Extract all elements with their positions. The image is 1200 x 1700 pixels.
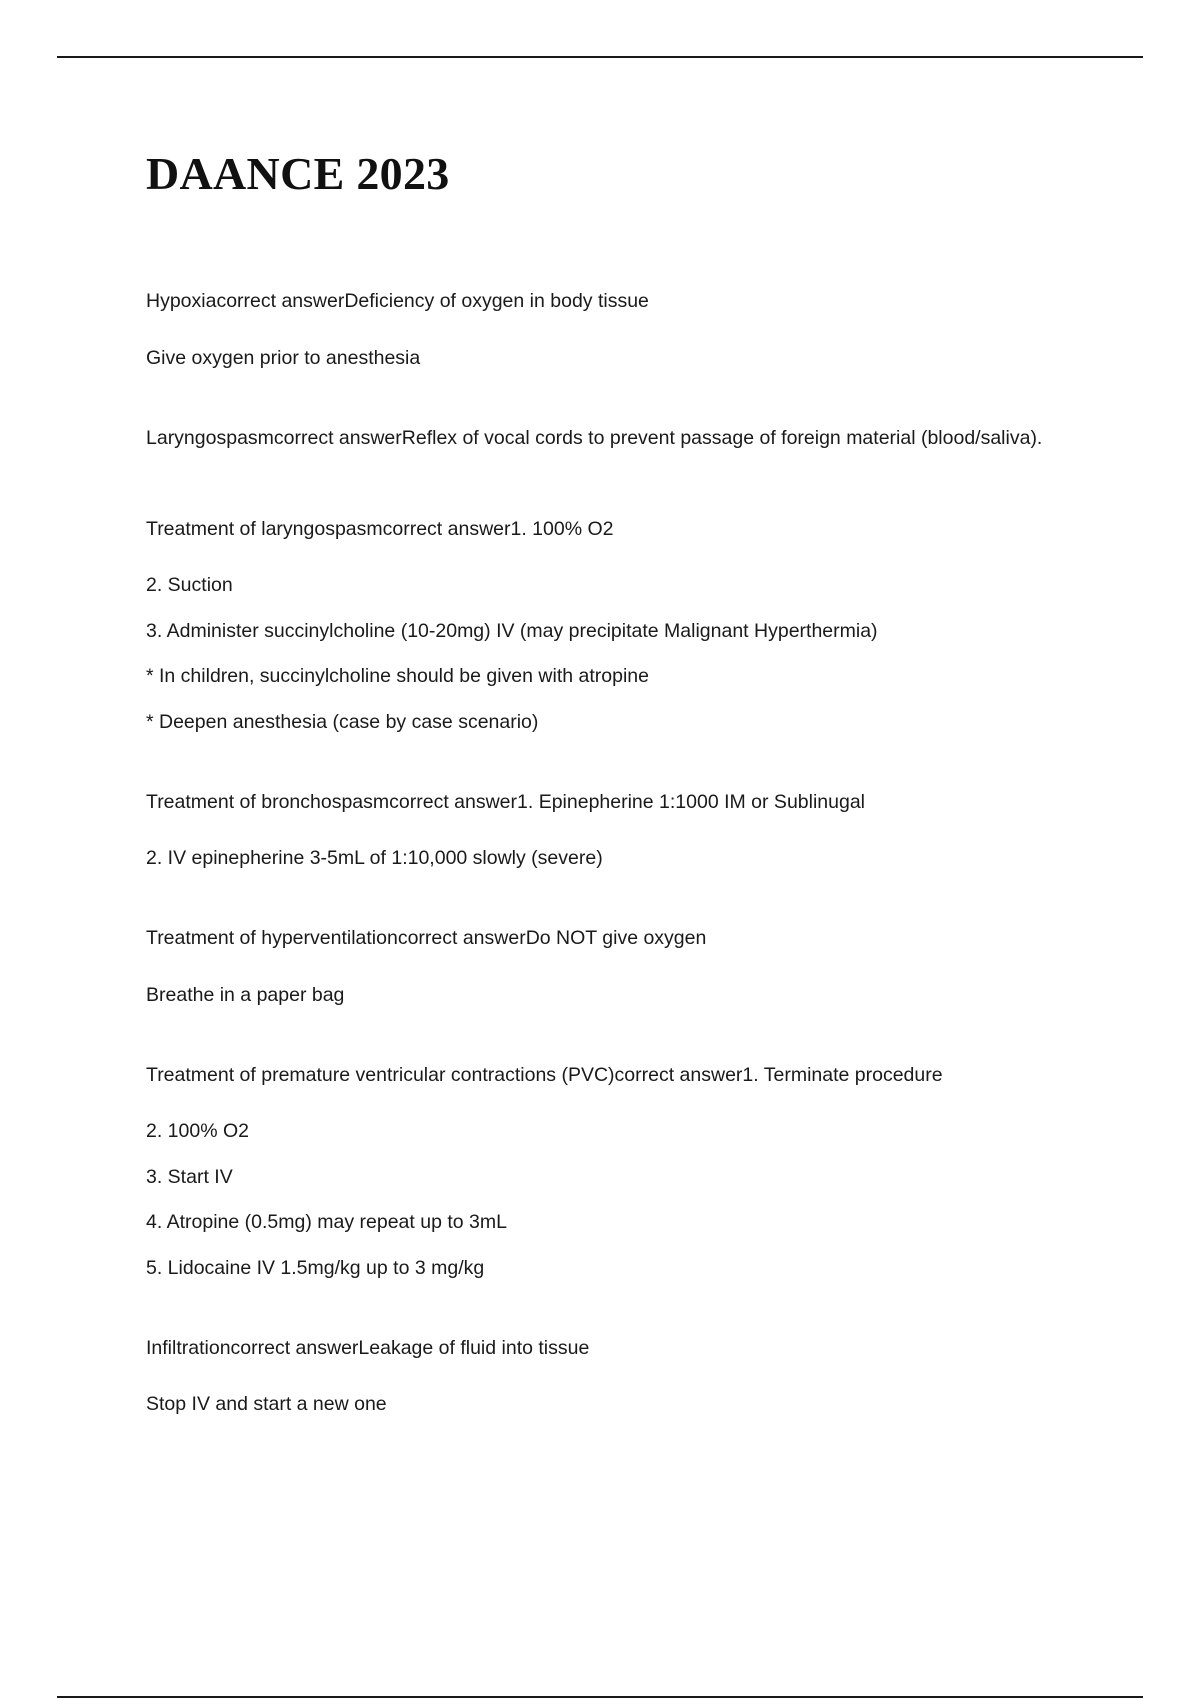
entry-line: Infiltrationcorrect answerLeakage of fluid into tissue: [146, 1336, 590, 1359]
entry-line: Treatment of premature ventricular contractions (PVC)correct answer1. Terminate procedure: [146, 1063, 943, 1086]
entry-line: Hypoxiacorrect answerDeficiency of oxygen in body tissue: [146, 290, 649, 312]
document-title: DAANCE 2023: [146, 148, 450, 199]
entry-hypoxia: [146, 290, 1146, 381]
entry-line: Treatment of bronchospasmcorrect answer1. Epinepherine 1:1000 IM or Sublinugal: [146, 790, 866, 813]
entry-line: 2. 100% O2: [146, 1120, 249, 1142]
entry-infiltration: [146, 1337, 1146, 1428]
entry-line: 4. Atropine (0.5mg) may repeat up to 3mL: [146, 1211, 507, 1233]
entry-line: 5. Lidocaine IV 1.5mg/kg up to 3 mg/kg: [146, 1256, 485, 1279]
entry-hyperventilation-treatment: [146, 927, 1146, 1018]
entry-line: * In children, succinylcholine should be given with atropine: [146, 665, 649, 687]
header-rule: [57, 56, 1143, 58]
entry-line: 3. Administer succinylcholine (10-20mg) IV (may precipitate Malignant Hyperthermia): [146, 619, 878, 642]
entry-laryngospasm: [146, 427, 1146, 473]
footer-rule: [57, 1696, 1143, 1698]
entry-line: Give oxygen prior to anesthesia: [146, 346, 421, 369]
document-body: [146, 290, 1146, 1473]
entry-line: Laryngospasmcorrect answerReflex of vocal cords to prevent passage of foreign material (blood/saliva).: [146, 426, 1043, 449]
entry-line: Breathe in a paper bag: [146, 983, 345, 1006]
entry-line: * Deepen anesthesia (case by case scenario): [146, 710, 539, 733]
entry-line: Treatment of hyperventilationcorrect answerDo NOT give oxygen: [146, 927, 707, 949]
entry-pvc-treatment: [146, 1064, 1146, 1292]
entry-line: 2. Suction: [146, 574, 233, 596]
entry-line: Stop IV and start a new one: [146, 1393, 387, 1415]
entry-bronchospasm-treatment: [146, 791, 1146, 882]
entry-line: Treatment of laryngospasmcorrect answer1. 100% O2: [146, 517, 614, 540]
entry-line: 2. IV epinepherine 3-5mL of 1:10,000 slowly (severe): [146, 847, 603, 869]
entry-laryngospasm-treatment: [146, 518, 1146, 746]
entry-line: 3. Start IV: [146, 1165, 233, 1188]
